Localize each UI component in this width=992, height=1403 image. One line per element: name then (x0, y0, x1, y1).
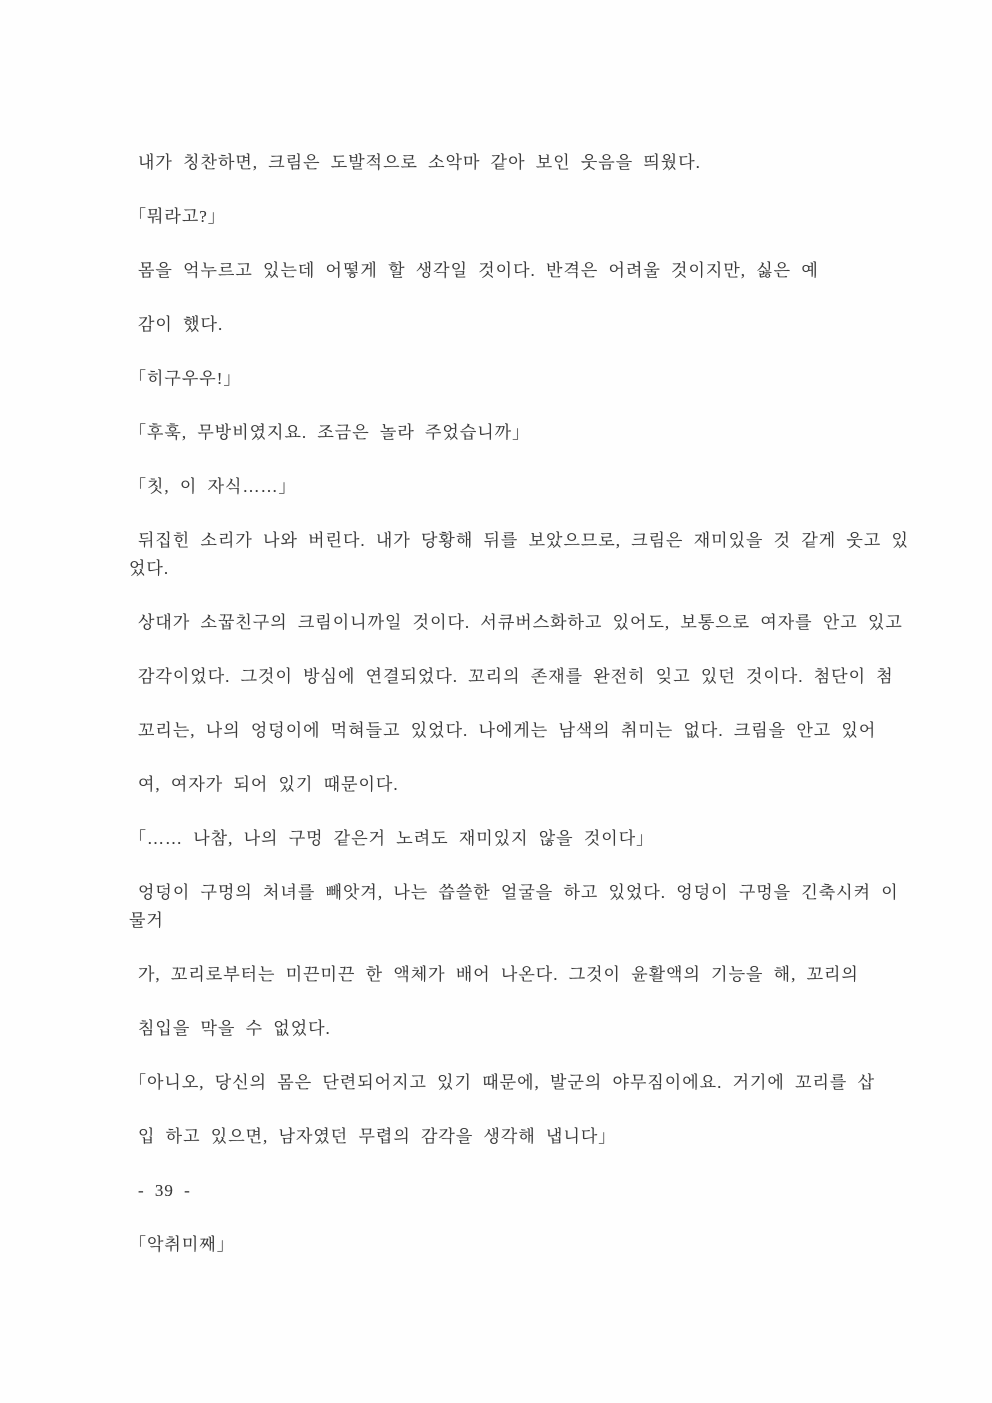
dialogue-line: 「칫, 이 자식……」 (129, 477, 297, 496)
text-line: 었다. (129, 559, 170, 578)
dialogue-line: 「뭐라고?」 (129, 207, 226, 226)
text-line: 감이 했다. (138, 315, 224, 334)
text-line: 상대가 소꿉친구의 크림이니까일 것이다. 서큐버스화하고 있어도, 보통으로 여자를 안고 있고 (138, 613, 903, 632)
dialogue-line: 「…… 나참, 나의 구멍 같은거 노려도 재미있지 않을 것이다」 (129, 829, 655, 848)
dialogue-line: 「아니오, 당신의 몸은 단련되어지고 있기 때문에, 발군의 야무짐이에요. 거기에 꼬리를 삽 (129, 1073, 876, 1092)
dialogue-line: 「후훅, 무방비였지요. 조금은 놀라 주었습니까」 (129, 423, 531, 442)
text-line: 엉덩이 구멍의 처녀를 빼앗겨, 나는 씁쓸한 얼굴을 하고 있었다. 엉덩이 구멍을 긴축시켜 이 (138, 883, 899, 902)
text-line: 내가 칭찬하면, 크림은 도발적으로 소악마 같아 보인 웃음을 띄웠다. (138, 153, 701, 172)
text-line: 입 하고 있으면, 남자였던 무렵의 감각을 생각해 냅니다」 (138, 1127, 617, 1146)
text-line: 물거 (129, 911, 164, 930)
page-number: - 39 - (138, 1181, 191, 1200)
document-body (129, 149, 909, 1259)
dialogue-line: 「히구우우!」 (129, 369, 242, 388)
text-line: 침입을 막을 수 없었다. (138, 1019, 331, 1038)
text-line: 몸을 억누르고 있는데 어떻게 할 생각일 것이다. 반격은 어려울 것이지만, 싫은 예 (138, 261, 819, 280)
text-line: 여, 여자가 되어 있기 때문이다. (138, 775, 399, 794)
text-line: 뒤집힌 소리가 나와 버린다. 내가 당황해 뒤를 보았으므로, 크림은 재미있을 것 같게 웃고 있 (138, 531, 909, 550)
text-line: 꼬리는, 나의 엉덩이에 먹혀들고 있었다. 나에게는 남색의 취미는 없다. 크림을 안고 있어 (138, 721, 877, 740)
text-line: 가, 꼬리로부터는 미끈미끈 한 액체가 배어 나온다. 그것이 윤활액의 기능을 해, 꼬리의 (138, 965, 859, 984)
text-line: 감각이었다. 그것이 방심에 연결되었다. 꼬리의 존재를 완전히 잊고 있던 것이다. 첨단이 첨 (138, 667, 894, 686)
dialogue-line: 「악취미째」 (129, 1235, 235, 1254)
